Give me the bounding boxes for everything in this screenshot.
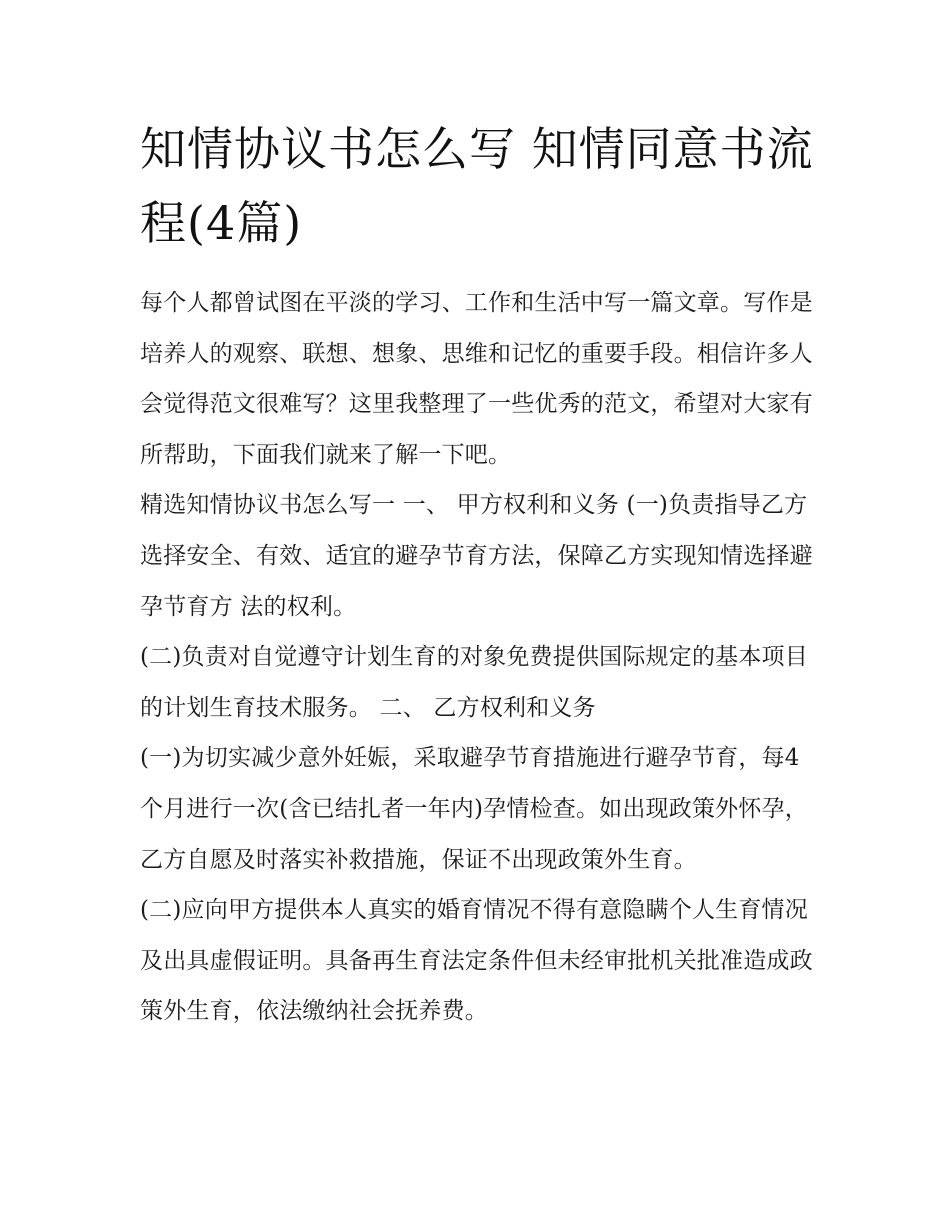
paragraph-party-b-contraception: (一)为切实减少意外妊娠，采取避孕节育措施进行避孕节育，每4个月进行一次(含已结扎者一年内)孕情检查。如出现政策外怀孕，乙方自愿及时落实补救措施，保证不出现政策外生育。	[140, 745, 808, 873]
document-title: 知情协议书怎么写 知情同意书流程(4篇)	[140, 122, 814, 250]
document-content	[140, 112, 820, 1037]
paragraph-free-services: (二)负责对自觉遵守计划生育的对象免费提供国际规定的基本项目的计划生育技术服务。 二、 乙方权利和义务	[140, 644, 808, 721]
paragraph-party-a-duties: 精选知情协议书怎么写一 一、 甲方权利和义务 (一)负责指导乙方选择安全、有效、适宜的避孕节育方法，保障乙方实现知情选择避孕节育方 法的权利。	[140, 492, 813, 620]
paragraph-party-b-disclosure: (二)应向甲方提供本人真实的婚育情况不得有意隐瞒个人生育情况及出具虚假证明。具备再生育法定条件但未经审批机关批准造成政策外生育，依法缴纳社会抚养费。	[140, 897, 813, 1025]
paragraph-intro: 每个人都曾试图在平淡的学习、工作和生活中写一篇文章。写作是培养人的观察、联想、想象、思维和记忆的重要手段。相信许多人会觉得范文很难写？这里我整理了一些优秀的范文，希望对大家有所帮助，下面我们就来了解一下吧。	[140, 290, 813, 468]
